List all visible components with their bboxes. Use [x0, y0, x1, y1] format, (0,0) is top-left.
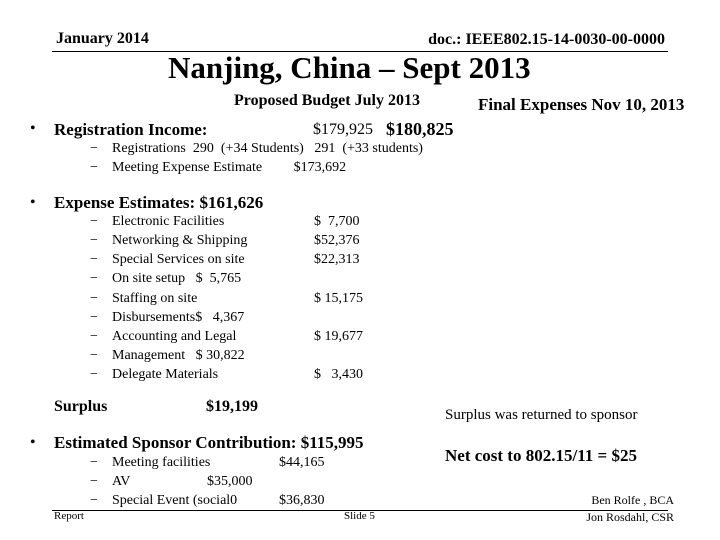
expense-row: [90, 367, 390, 387]
dash-icon: −: [90, 160, 98, 175]
expense-item-final: $ 7,700: [314, 214, 360, 229]
dash-icon: −: [90, 291, 98, 306]
net-cost: Net cost to 802.15/11 = $25: [445, 446, 637, 465]
expense-row: [90, 291, 390, 311]
surplus-amount: $19,199: [206, 398, 258, 415]
expense-item-name: Networking & Shipping: [112, 233, 248, 248]
expense-item-name: Staffing on site: [112, 291, 198, 306]
dash-icon: −: [90, 233, 98, 248]
footer-report: Report: [54, 510, 84, 522]
dash-icon: −: [90, 271, 98, 286]
expense-row: [90, 271, 390, 291]
footer-author-2: Jon Rosdahl, CSR: [586, 510, 674, 524]
sponsor-item-amount: $36,830: [279, 493, 325, 508]
dash-icon: −: [90, 329, 98, 344]
dash-icon: −: [90, 141, 98, 156]
sponsor-item-name: Special Event (social0: [112, 493, 238, 508]
expense-row: [90, 329, 390, 349]
registration-detail-text: Registrations 290 (+34 Students) 291 (+33 students): [112, 141, 423, 156]
bullet-icon: •: [30, 120, 36, 137]
dash-icon: −: [90, 214, 98, 229]
proposed-column-header: Proposed Budget July 2013: [234, 92, 420, 109]
expense-item-name: Disbursements$ 4,367: [112, 310, 245, 325]
sponsor-item-amount: $44,165: [279, 455, 325, 470]
footer-author-1: Ben Rolfe , BCA: [591, 493, 674, 507]
sponsor-item-name: AV: [112, 474, 131, 489]
dash-icon: −: [90, 474, 98, 489]
expense-item-final: $ 19,677: [314, 329, 363, 344]
footer-slide-number: Slide 5: [344, 510, 375, 522]
expense-row: [90, 214, 390, 234]
expense-item-name: Delegate Materials: [112, 367, 219, 382]
dash-icon: −: [90, 310, 98, 325]
sponsor-item-amount: $35,000: [207, 474, 253, 489]
expense-item-name: Management $ 30,822: [112, 348, 245, 363]
registration-detail-row: [90, 160, 510, 180]
expense-item-final: $ 3,430: [314, 367, 363, 382]
expense-item-final: $ 15,175: [314, 291, 363, 306]
surplus-note: Surplus was returned to sponsor: [445, 407, 638, 423]
expense-item-name: Special Services on site: [112, 252, 245, 267]
expense-item-final: $22,313: [314, 252, 360, 267]
registration-income-label: Registration Income:: [54, 120, 208, 139]
dash-icon: −: [90, 252, 98, 267]
registration-detail-text: Meeting Expense Estimate $173,692: [112, 160, 347, 175]
dash-icon: −: [90, 367, 98, 382]
sponsor-row: [90, 474, 350, 494]
sponsor-item-name: Meeting facilities: [112, 455, 211, 470]
bullet-icon: •: [30, 434, 36, 451]
page-title: Nanjing, China – Sept 2013: [168, 50, 531, 85]
sponsor-row: [90, 455, 350, 475]
sponsor-contribution-label: Estimated Sponsor Contribution: $115,995: [54, 433, 364, 452]
expense-item-name: Accounting and Legal: [112, 329, 237, 344]
expense-item-name: Electronic Facilities: [112, 214, 225, 229]
expense-estimates-label: Expense Estimates: $161,626: [54, 193, 264, 212]
expense-row: [90, 348, 390, 368]
dash-icon: −: [90, 493, 98, 508]
expense-item-final: $52,376: [314, 233, 360, 248]
expense-row: [90, 310, 390, 330]
dash-icon: −: [90, 455, 98, 470]
registration-detail-row: [90, 141, 510, 161]
bullet-icon: •: [30, 194, 36, 211]
registration-income-final: $180,825: [386, 119, 454, 139]
surplus-label: Surplus: [54, 398, 108, 415]
final-column-header: Final Expenses Nov 10, 2013: [478, 95, 685, 114]
expense-item-name: On site setup $ 5,765: [112, 271, 242, 286]
expense-row: [90, 252, 390, 272]
header-date: January 2014: [56, 30, 149, 47]
expense-row: [90, 233, 390, 253]
dash-icon: −: [90, 348, 98, 363]
registration-income-proposed: $179,925: [313, 121, 373, 138]
header-doc-id: doc.: IEEE802.15-14-0030-00-0000: [428, 31, 665, 48]
